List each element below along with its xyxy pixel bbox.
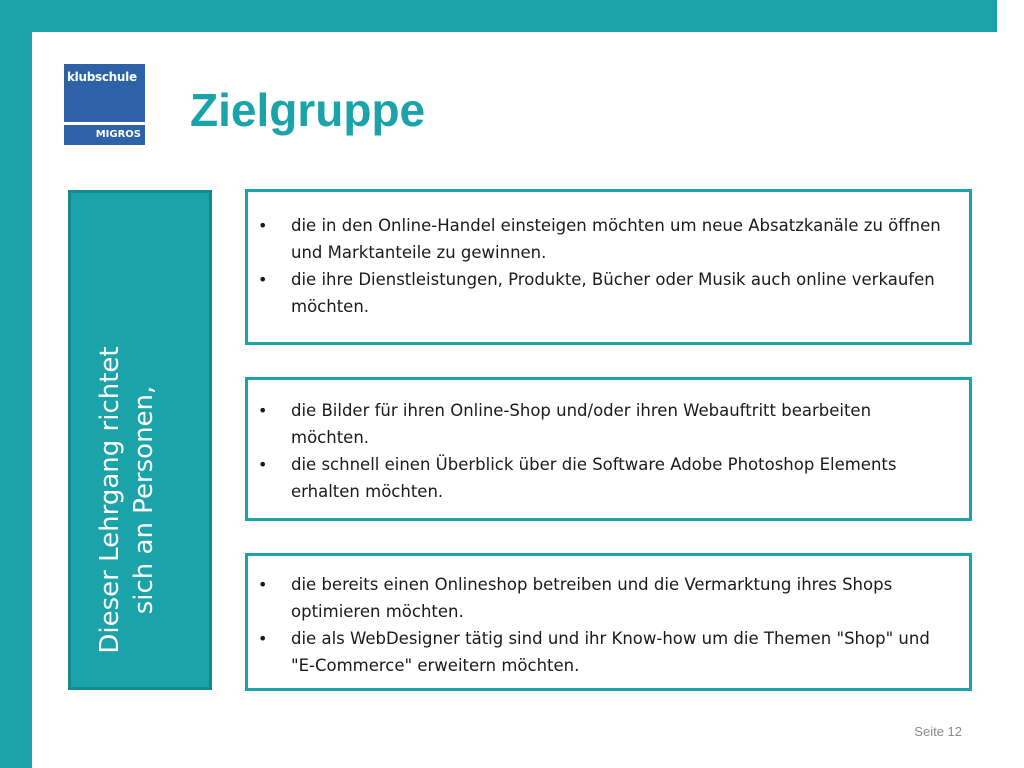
target-group-card-1: [245, 189, 972, 345]
bullet-icon: •: [258, 401, 268, 420]
target-group-card-2: [245, 377, 972, 521]
list-item-text: die in den Online-Handel einsteigen möchten um neue Absatzkanäle zu öffnen und Marktanteile zu gewinnen.: [291, 216, 941, 262]
bullet-icon: •: [258, 575, 268, 594]
side-label-line-2: sich an Personen,: [129, 385, 159, 615]
list-item-text: die schnell einen Überblick über die Software Adobe Photoshop Elements erhalten möchten.: [291, 455, 897, 501]
list-item: [258, 397, 949, 451]
list-item: [258, 266, 949, 320]
list-item: [258, 451, 949, 505]
side-label-line-1: Dieser Lehrgang richtet: [95, 346, 125, 654]
list-item: [258, 625, 949, 679]
list-item: [258, 571, 949, 625]
bullet-list: [258, 571, 949, 679]
top-accent-bar: [0, 0, 997, 32]
bullet-list: [258, 397, 949, 505]
page-number: Seite 12: [914, 724, 962, 739]
logo-bottom-text: MIGROS: [95, 129, 141, 140]
list-item-text: die bereits einen Onlineshop betreiben und die Vermarktung ihres Shops optimieren möchten.: [291, 575, 893, 621]
list-item-text: die Bilder für ihren Online-Shop und/oder ihren Webauftritt bearbeiten möchten.: [291, 401, 872, 447]
bullet-list: [258, 212, 949, 320]
list-item: [258, 212, 949, 266]
side-label-text: [72, 250, 182, 750]
logo-top-text: klubschule: [67, 70, 137, 84]
bullet-icon: •: [258, 629, 268, 648]
bullet-icon: •: [258, 216, 268, 235]
list-item-text: die als WebDesigner tätig sind und ihr Know-how um die Themen "Shop" und "E-Commerce" erweitern möchten.: [291, 629, 930, 675]
list-item-text: die ihre Dienstleistungen, Produkte, Bücher oder Musik auch online verkaufen möchten.: [291, 270, 935, 316]
bullet-icon: •: [258, 270, 268, 289]
slide-title: Zielgruppe: [190, 84, 426, 136]
bullet-icon: •: [258, 455, 268, 474]
left-accent-bar: [0, 0, 32, 768]
target-group-card-3: [245, 553, 972, 691]
klubschule-migros-logo: [64, 64, 145, 145]
